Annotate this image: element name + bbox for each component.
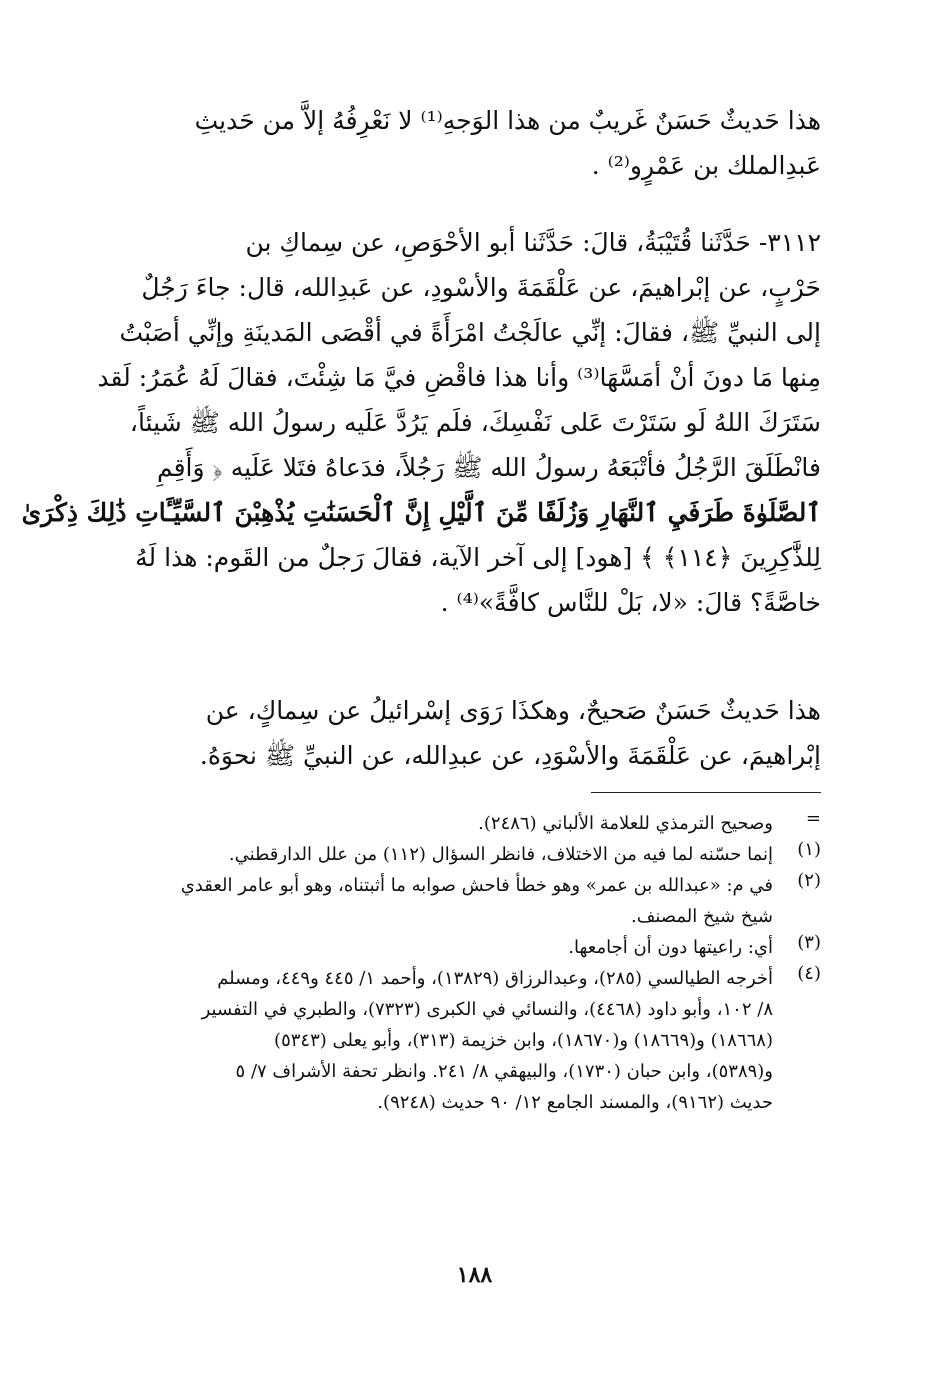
paragraph-hadith-grading-1 xyxy=(111,98,821,188)
text-line: عَبدِالملك بن عَمْرٍو⁽²⁾ . xyxy=(591,151,821,180)
footnote-marker: (٤) xyxy=(797,963,821,984)
footnote-line: ٨/ ١٠٢، وأبو داود (٤٤٦٨)، والنسائي في الكبرى (٧٣٢٣)، والطبري في التفسير xyxy=(201,999,773,1020)
text-line: سَتَرَكَ اللهُ لَو سَتَرْتَ عَلى نَفْسِكَ، فلَم يَرُدَّ عَلَيه رسولُ الله ﷺ شَيئاً، xyxy=(129,408,821,437)
paragraph-hadith-3112 xyxy=(21,220,821,625)
footnote-line: أي: راعيتها دون أن أجامعها. xyxy=(568,937,773,958)
footnote-4 xyxy=(103,963,821,1118)
footnote-2 xyxy=(103,870,821,932)
text-line: خاصَّةً؟ قالَ: «لا، بَلْ للنَّاس كافَّةً»⁽⁴⁾ . xyxy=(440,588,821,617)
page-number: ١٨٨ xyxy=(456,1262,493,1288)
text-line: هذا حَديثٌ حَسَنٌ صَحيحٌ، وهكذَا رَوَى إسْرائيلُ عن سِماكٍ، عن xyxy=(205,696,821,725)
footnotes xyxy=(103,808,821,1118)
text-line: إلى النبيِّ ﷺ، فقالَ: إنِّي عالَجْتُ امْرَأَةً في أقْصَى المَدينَةِ وإنِّي أصَبْتُ xyxy=(119,318,821,347)
quran-verse-line: ٱلصَّلَوٰةَ طَرَفَيِ ٱلنَّهَارِ وَزُلَفًا مِّنَ ٱلَّيْلِ إِنَّ ٱلْحَسَنَٰتِ يُذْهِبْنَ ٱلسَّيِّـَٔاتِ ذَٰلِكَ ذِكْرَىٰ xyxy=(21,498,821,527)
footnote-marker: = xyxy=(805,808,821,829)
footnote-marker: (١) xyxy=(797,839,821,860)
footnote-line: وصحيح الترمذي للعلامة الألباني (٢٤٨٦). xyxy=(478,813,773,834)
footnote-3 xyxy=(103,932,821,963)
footnote-1 xyxy=(103,839,821,870)
text-line: مِنها مَا دونَ أنْ أمَسَّهَا⁽³⁾ وأنا هذا فاقْضِ فيَّ مَا شِئْتَ، فقالَ لَهُ عُمَرُ: لَقد xyxy=(97,363,821,392)
footnote-line: إنما حسّنه لما فيه من الاختلاف، فانظر السؤال (١١٢) من علل الدارقطني. xyxy=(228,844,773,865)
footnote-divider xyxy=(591,792,821,793)
footnote-line: في م: «عبدالله بن عمر» وهو خطأ فاحش صوابه ما أثبتناه، وهو أبو عامر العقدي xyxy=(180,875,773,896)
text-line: فانْطَلَقَ الرَّجُلُ فأتْبَعَهُ رسولُ الله ﷺ رَجُلاً، فدَعاهُ فتَلا عَلَيه ﴿ وَأَقِمِ xyxy=(156,453,821,482)
footnote-marker: (٢) xyxy=(797,870,821,891)
footnote-continuation xyxy=(103,808,821,839)
footnote-line: أخرجه الطيالسي (٢٨٥)، وعبدالرزاق (١٣٨٢٩)، وأحمد ١/ ٤٤٥ و٤٤٩، ومسلم xyxy=(217,968,773,989)
text-line: ٣١١٢- حَدَّثَنا قُتَيْبَةُ، قالَ: حَدَّثَنا أبو الأحْوَصِ، عن سِماكِ بن xyxy=(245,228,821,257)
paragraph-hadith-grading-2 xyxy=(111,688,821,778)
text-line: لِلذَّٰكِرِينَ ﴿١١٤﴾ ﴾ [هود] إلى آخر الآية، فقالَ رَجلٌ من القَوم: هذا لَهُ xyxy=(135,543,821,572)
footnote-line: شيخ شيخ المصنف. xyxy=(631,906,773,927)
footnote-line: (١٨٦٦٨) و(١٨٦٦٩) و(١٨٦٧٠)، وابن خزيمة (٣١٣)، وأبو يعلى (٥٣٤٣) xyxy=(274,1030,773,1051)
footnote-line: حديث (٩١٦٢)، والمسند الجامع ١٢/ ٩٠ حديث (٩٢٤٨). xyxy=(377,1092,773,1113)
text-line: هذا حَديثٌ حَسَنٌ غَريبٌ من هذا الوَجهِ⁽¹⁾ لا نَعْرِفُهُ إلاَّ من حَديثِ xyxy=(194,106,821,135)
text-line: إبْراهيمَ، عن عَلْقَمَةَ والأسْوَدِ، عن عبدِالله، عن النبيِّ ﷺ نحوَهُ. xyxy=(199,741,821,770)
footnote-marker: (٣) xyxy=(797,932,821,953)
text-line: حَرْبٍ، عن إبْراهيمَ، عن عَلْقَمَةَ والأسْودِ، عن عَبدِالله، قال: جاءَ رَجُلٌ xyxy=(141,273,821,302)
footnote-line: و(٥٣٨٩)، وابن حبان (١٧٣٠)، والبيهقي ٨/ ٢٤١. وانظر تحفة الأشراف ٧/ ٥ xyxy=(235,1061,773,1082)
